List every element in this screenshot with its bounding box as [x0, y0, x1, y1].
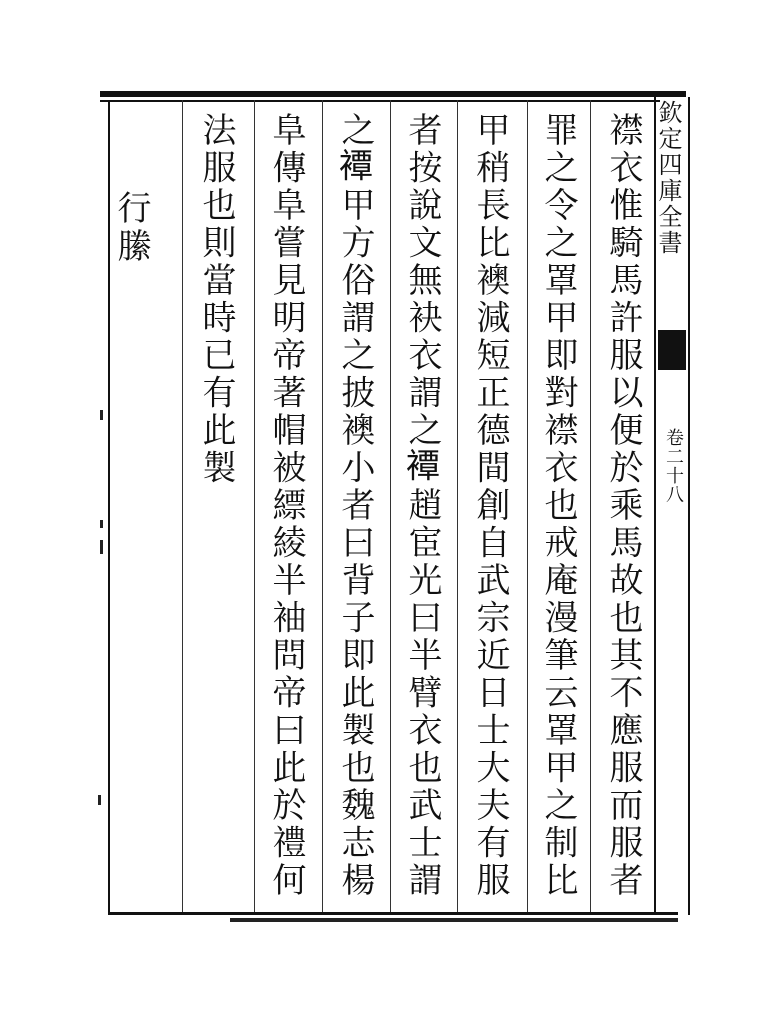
scan-speck [100, 540, 103, 554]
margin-fishtail-mark [658, 330, 686, 370]
text-column-6: 阜傳阜嘗見明帝著帽被縹綾半袖問帝曰此於禮何 [266, 112, 306, 900]
column-rule [182, 100, 183, 912]
top-border [100, 91, 686, 97]
column-rule [254, 100, 255, 912]
margin-book-title: 欽定四庫全書 [654, 100, 682, 256]
text-column-3: 甲稍長比襖減短正德間創自武宗近日士大夫有服 [470, 112, 510, 900]
text-column-7: 法服也則當時已有此製 [196, 112, 236, 487]
scan-speck [100, 410, 103, 420]
scan-speck [98, 795, 101, 805]
text-column-1: 襟衣惟騎馬許服以便於乘馬故也其不應服而服者 [603, 112, 643, 900]
text-column-4: 者按說文無袂衣謂之𧝓趙宦光曰半臂衣也武士謂 [402, 112, 442, 900]
bottom-border [108, 912, 678, 915]
section-heading: 行縢 [111, 190, 151, 266]
column-rule [457, 100, 458, 912]
column-rule [390, 100, 391, 912]
column-rule [590, 100, 591, 912]
scan-speck [100, 520, 103, 528]
bottom-border-shadow [230, 918, 678, 922]
spine-rule-right [688, 97, 690, 915]
margin-volume-number: 卷二十八 [663, 428, 684, 504]
text-column-2: 罪之令之罩甲即對襟衣也戒庵漫筆云罩甲之制比 [538, 112, 578, 900]
column-rule [527, 100, 528, 912]
text-column-5: 之𧝓甲方俗謂之披襖小者曰背子即此製也魏志楊 [335, 112, 375, 900]
column-rule [322, 100, 323, 912]
top-border-inner [100, 100, 660, 102]
